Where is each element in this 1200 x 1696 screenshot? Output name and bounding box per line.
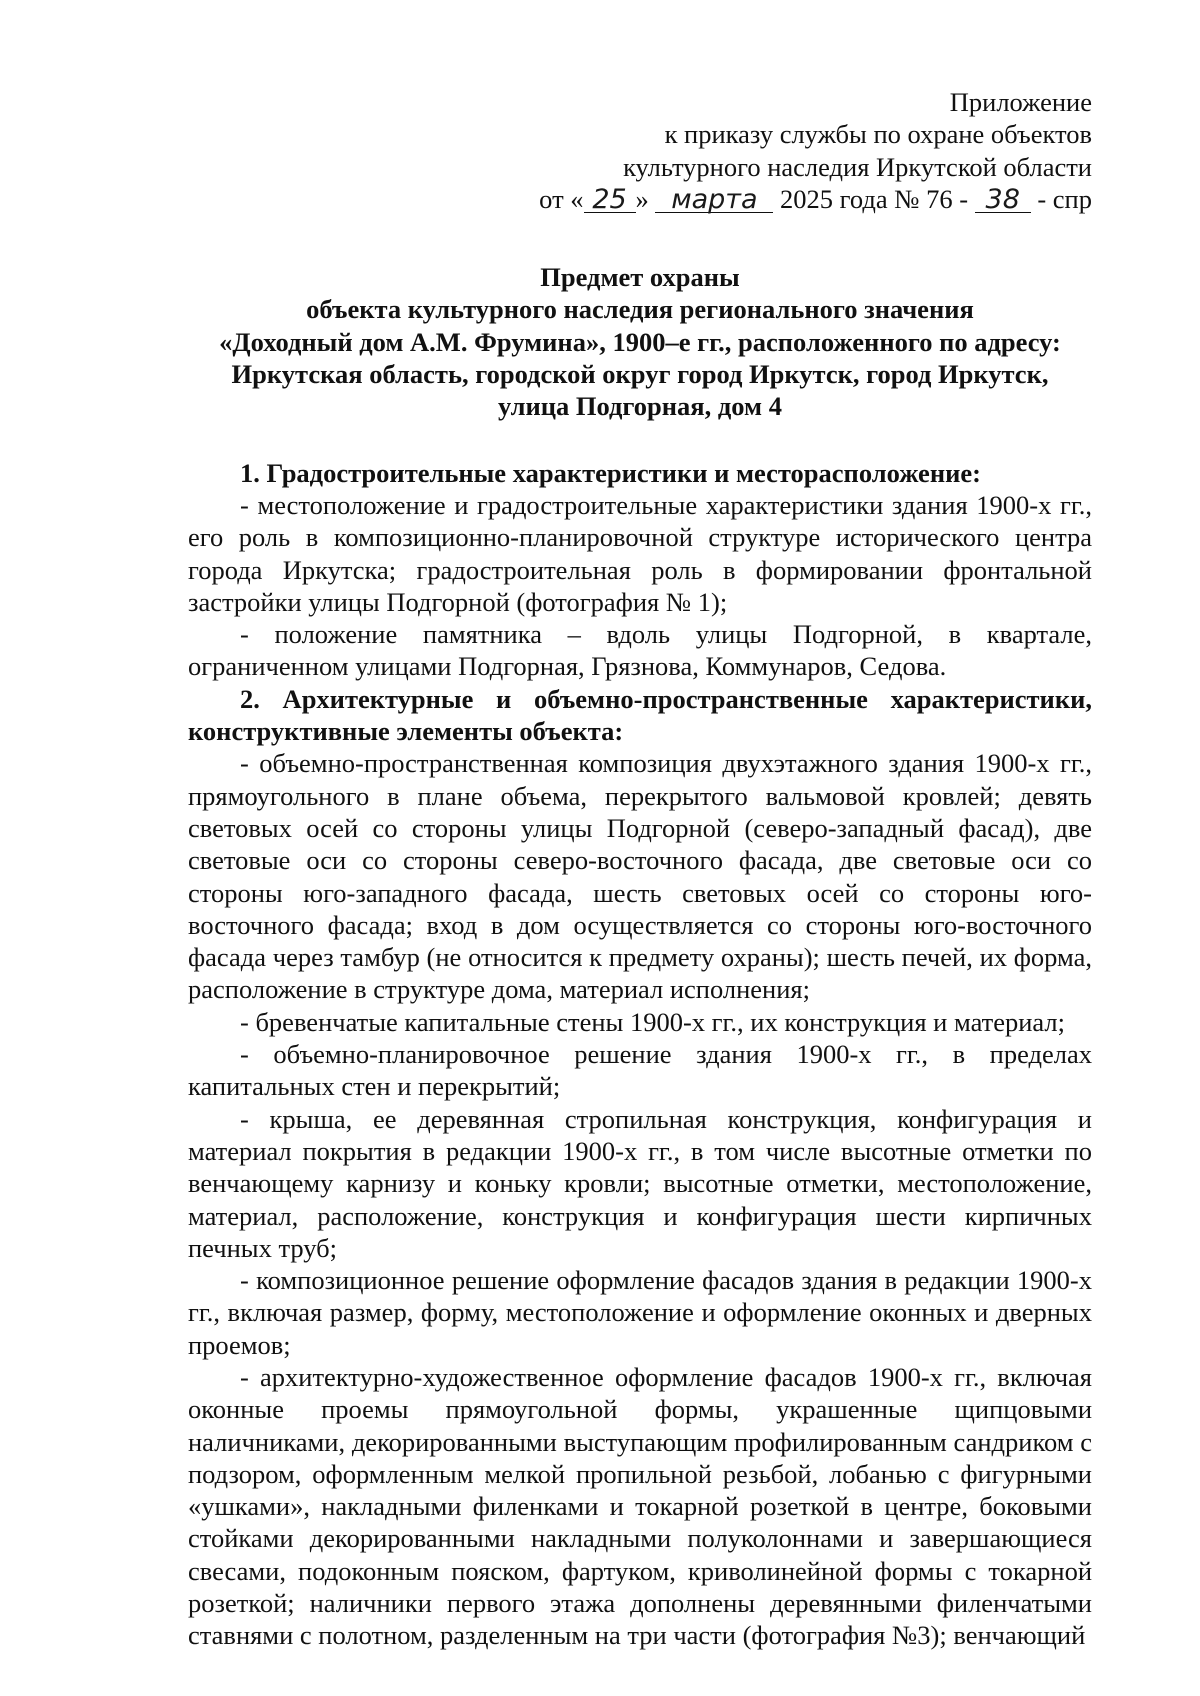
- date-month-field: [655, 183, 773, 215]
- appendix-authority: культурного наследия Иркутской области: [623, 151, 1092, 182]
- date-prefix: от «: [539, 183, 584, 214]
- order-year-text: 2025 года № 76 -: [780, 183, 969, 214]
- date-day-field: [584, 183, 636, 215]
- order-number-field: [975, 183, 1031, 215]
- appendix-date-line: [188, 183, 1092, 215]
- appendix-header: [188, 86, 1092, 215]
- order-number-handwritten: 38: [985, 183, 1020, 215]
- title-line-4: Иркутская область, городской округ город Иркутск, город Иркутск,: [231, 359, 1049, 390]
- order-suffix: - спр: [1037, 183, 1092, 214]
- title-line-1: Предмет охраны: [540, 262, 740, 293]
- section-2-heading: 2. Архитектурные и объемно-пространственные характеристики, конструктивные элементы объекта:: [188, 683, 1092, 747]
- title-line-3: «Доходный дом А.М. Фрумина», 1900–е гг., расположенного по адресу:: [219, 326, 1061, 357]
- appendix-title: Приложение: [949, 87, 1092, 117]
- section-2-paragraph: - бревенчатые капитальные стены 1900-х гг., их конструкция и материал;: [240, 1006, 1066, 1037]
- title-line-5: улица Подгорная, дом 4: [498, 391, 782, 422]
- section-2-paragraph: - объемно-планировочное решение здания 1900-х гг., в пределах капитальных стен и перекрытий;: [188, 1039, 1092, 1102]
- document-body: [188, 457, 1092, 1652]
- appendix-order-ref: к приказу службы по охране объектов: [664, 119, 1092, 150]
- section-1-paragraph: - местоположение и градостроительные характеристики здания 1900-х гг., его роль в композиционно-планировочной структуре исторического центра города Иркутска; градостроительная роль в формировании фронтальной застройки улицы Подгорной (фотография № 1);: [188, 489, 1092, 617]
- title-line-2: объекта культурного наследия регионального значения: [306, 294, 974, 325]
- section-2-paragraph: - архитектурно-художественное оформление фасадов 1900-х гг., включая оконные проемы прямоугольной формы, украшенные щипцовыми наличниками, декорированными выступающим профилированным сандриком с подзором, оформленным мелкой пропильной резьбой, лобанью с фигурными «ушками», накладными филенками и токарной розеткой в центре, боковыми стойками декорированными накладными полуколоннами и завершающиеся свесами, подоконным пояском, фартуком, криволинейной формы с токарной розеткой; наличники первого этажа дополнены деревянными филенчатыми ставнями с полотном, разделенным на три части (фотография №3); венчающий: [188, 1361, 1092, 1651]
- date-month-handwritten: марта: [671, 183, 758, 215]
- section-1-paragraph: - положение памятника – вдоль улицы Подгорной, в квартале, ограниченном улицами Подгорная, Грязнова, Коммунаров, Седова.: [188, 619, 1092, 682]
- document-title: [188, 261, 1092, 422]
- section-2-paragraph: - объемно-пространственная композиция двухэтажного здания 1900-х гг., прямоугольного в плане объема, перекрытого вальмовой кровлей; девять световых осей со стороны улицы Подгорной (северо-западный фасад), две световые оси со стороны северо-восточного фасада, две световые оси со стороны юго-западного фасада, шесть световых осей со стороны юго-восточного фасада; вход в дом осуществляется со стороны юго-восточного фасада через тамбур (не относится к предмету охраны); шесть печей, их форма, расположение в структуре дома, материал исполнения;: [188, 748, 1092, 1005]
- section-2-paragraph: - композиционное решение оформление фасадов здания в редакции 1900-х гг., включая размер, форму, местоположение и оформление оконных и дверных проемов;: [188, 1265, 1092, 1360]
- date-day-handwritten: 25: [592, 183, 627, 215]
- section-2-paragraph: - крыша, ее деревянная стропильная конструкция, конфигурация и материал покрытия в редакции 1900-х гг., в том числе высотные отметки по венчающему карнизу и коньку кровли; высотные отметки, местоположение, материал, расположение, конструкция и конфигурация шести кирпичных печных труб;: [188, 1103, 1092, 1263]
- document-page: [188, 86, 1092, 1652]
- section-1-heading: 1. Градостроительные характеристики и месторасположение:: [240, 457, 981, 488]
- date-mid: »: [635, 183, 649, 214]
